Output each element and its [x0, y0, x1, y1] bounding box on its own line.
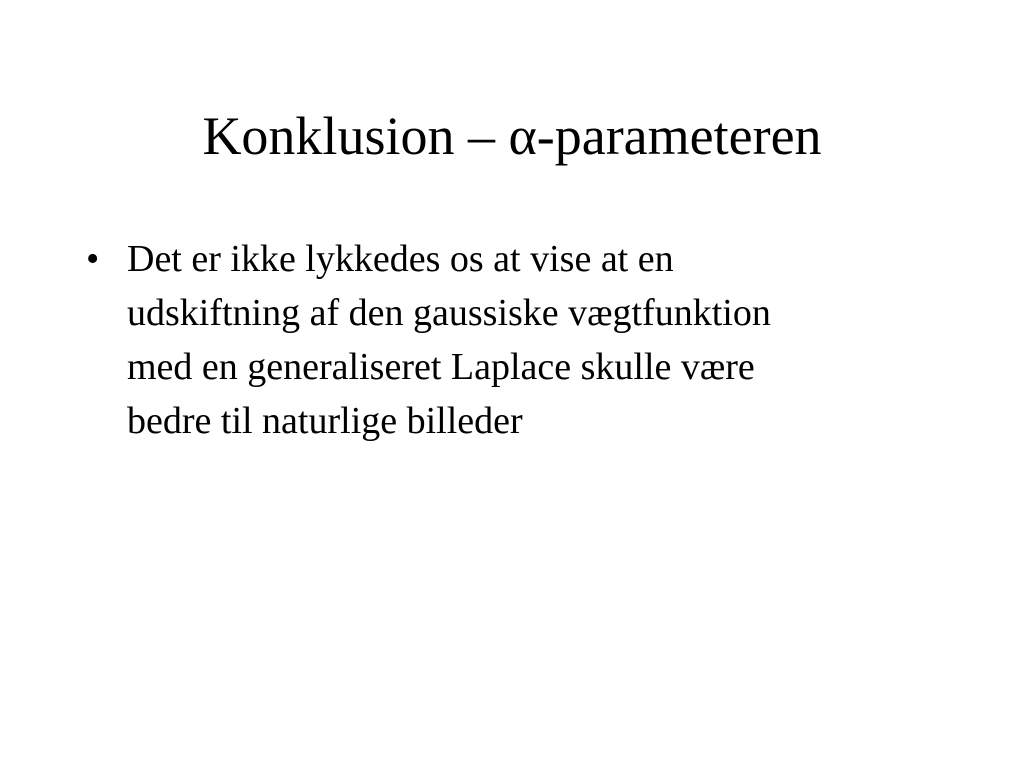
bullet-marker: •: [86, 238, 100, 280]
bullet-text-line-2: udskiftning af den gaussiske vægtfunktion: [127, 292, 771, 334]
bullet-text-line-1: Det er ikke lykkedes os at vise at en: [127, 238, 674, 280]
bullet-list: [86, 232, 946, 448]
bullet-text-line-4: bedre til naturlige billeder: [127, 400, 523, 442]
bullet-text-line-3: med en generaliseret Laplace skulle være: [127, 346, 755, 388]
bullet-item: [86, 232, 946, 448]
slide-title: Konklusion – α-parameteren: [202, 106, 822, 166]
